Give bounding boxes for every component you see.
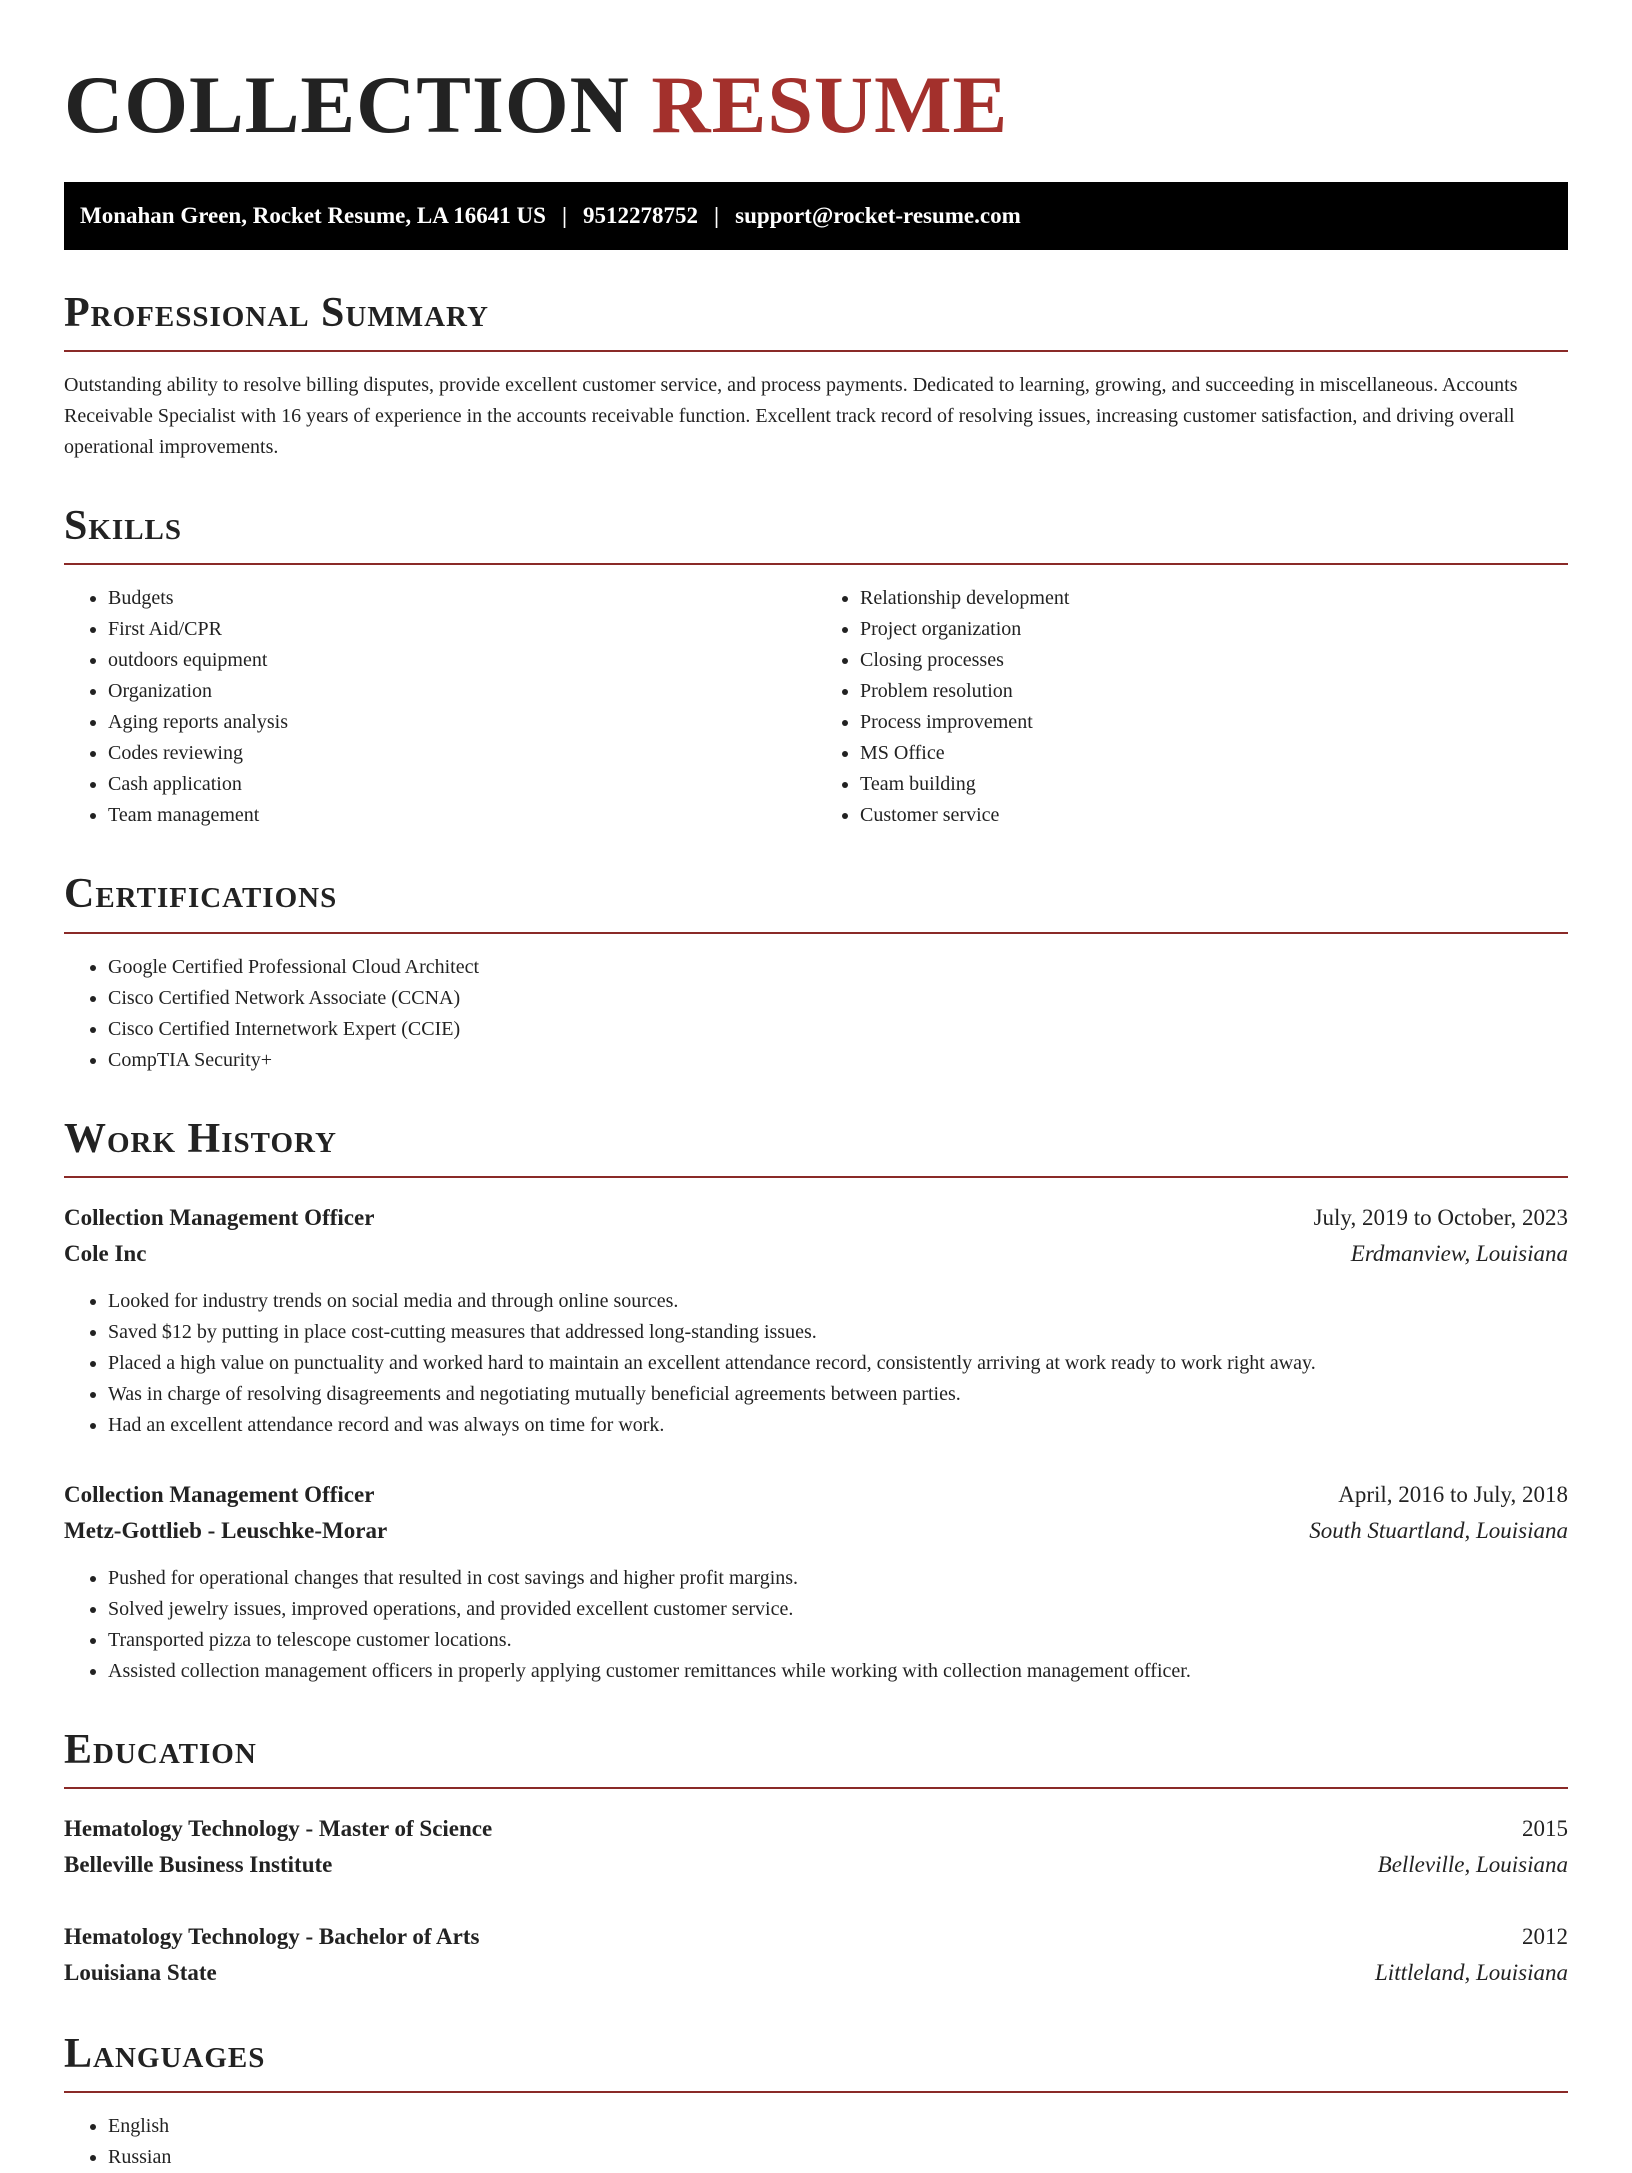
job-company: Cole Inc xyxy=(64,1240,147,1266)
skill-item: • Project organization xyxy=(860,614,1568,645)
skill-item: • Budgets xyxy=(108,583,816,614)
job-company: Metz-Gottlieb - Leuschke-Morar xyxy=(64,1517,388,1543)
job-bullet: • Saved $12 by putting in place cost-cutting measures that addressed long-standing issues. xyxy=(108,1317,1568,1348)
education-location: Belleville, Louisiana xyxy=(1377,1851,1568,1877)
job-bullet: • Was in charge of resolving disagreements and negotiating mutually beneficial agreements between parties. xyxy=(108,1379,1568,1410)
resume-title xyxy=(64,59,1568,150)
certification-item: • CompTIA Security+ xyxy=(108,1045,1568,1076)
education-year: 2012 xyxy=(1522,1923,1568,1949)
languages-section xyxy=(64,2031,1568,2173)
education-location: Littleland, Louisiana xyxy=(1375,1959,1568,1985)
education-entry xyxy=(64,1811,1568,1883)
job-title: Collection Management Officer xyxy=(64,1204,375,1230)
skills-section xyxy=(64,503,1568,831)
education-section xyxy=(64,1727,1568,1991)
education-school-row xyxy=(64,1847,1568,1883)
skill-item: • Aging reports analysis xyxy=(108,707,816,738)
job-dates: April, 2016 to July, 2018 xyxy=(1338,1481,1568,1507)
skills-columns xyxy=(64,583,1568,831)
job-bullet: • Looked for industry trends on social media and through online sources. xyxy=(108,1286,1568,1317)
job-title: Collection Management Officer xyxy=(64,1481,375,1507)
summary-text: Outstanding ability to resolve billing disputes, provide excellent customer service, and process payments. Dedicated to learning, growing, and succeeding in miscellaneous. Accounts Receivable Specialist with 16 years of experience in the accounts receivable function. Excellent track record of resolving issues, increasing customer satisfaction, and driving overall operational improvements. xyxy=(64,374,1518,459)
skill-item: • First Aid/CPR xyxy=(108,614,816,645)
job-header-row xyxy=(64,1477,1568,1513)
job-bullet: • Transported pizza to telescope customer locations. xyxy=(108,1625,1568,1656)
job-bullet: • Solved jewelry issues, improved operations, and provided excellent customer service. xyxy=(108,1594,1568,1625)
skill-item: • Customer service xyxy=(860,800,1568,831)
job-location: South Stuartland, Louisiana xyxy=(1309,1517,1568,1543)
skill-item: • Team management xyxy=(108,800,816,831)
job-entry xyxy=(64,1477,1568,1687)
education-degree-row xyxy=(64,1919,1568,1955)
education-school: Louisiana State xyxy=(64,1959,217,1985)
summary-heading: Professional Summary xyxy=(64,290,1568,352)
skills-list-left xyxy=(64,583,816,831)
certification-item: • Cisco Certified Internetwork Expert (CCIE) xyxy=(108,1014,1568,1045)
skill-item: • Relationship development xyxy=(860,583,1568,614)
skill-item: • Organization xyxy=(108,676,816,707)
certifications-list xyxy=(64,952,1568,1076)
job-bullet: • Assisted collection management officers in properly applying customer remittances while working with collection management officer. xyxy=(108,1656,1568,1687)
job-bullets xyxy=(64,1563,1568,1687)
skill-item: • MS Office xyxy=(860,738,1568,769)
skills-list-right xyxy=(816,583,1568,831)
certifications-section xyxy=(64,871,1568,1075)
job-company-row xyxy=(64,1513,1568,1549)
skill-item: • Cash application xyxy=(108,769,816,800)
work-history-section xyxy=(64,1116,1568,1687)
contact-address: Monahan Green, Rocket Resume, LA 16641 US xyxy=(80,203,546,228)
job-bullets xyxy=(64,1286,1568,1441)
certification-item: • Cisco Certified Network Associate (CCNA) xyxy=(108,983,1568,1014)
skill-item: • Team building xyxy=(860,769,1568,800)
skill-item: • outdoors equipment xyxy=(108,645,816,676)
contact-email: support@rocket-resume.com xyxy=(735,203,1021,228)
contact-separator: | xyxy=(714,203,720,228)
education-year: 2015 xyxy=(1522,1815,1568,1841)
job-bullet: • Pushed for operational changes that resulted in cost savings and higher profit margins. xyxy=(108,1563,1568,1594)
education-school-row xyxy=(64,1955,1568,1991)
job-company-row xyxy=(64,1236,1568,1272)
job-header-row xyxy=(64,1200,1568,1236)
certification-item: • Google Certified Professional Cloud Architect xyxy=(108,952,1568,983)
contact-bar xyxy=(64,182,1568,250)
job-bullet: • Placed a high value on punctuality and worked hard to maintain an excellent attendance record, consistently arriving at work ready to work right away. xyxy=(108,1348,1568,1379)
languages-list xyxy=(64,2111,1568,2173)
summary-section xyxy=(64,290,1568,463)
job-location: Erdmanview, Louisiana xyxy=(1350,1240,1568,1266)
education-entry xyxy=(64,1919,1568,1991)
skill-item: • Codes reviewing xyxy=(108,738,816,769)
skill-item: • Closing processes xyxy=(860,645,1568,676)
skill-item: • Process improvement xyxy=(860,707,1568,738)
language-item: • English xyxy=(108,2111,1568,2142)
job-bullet: • Had an excellent attendance record and was always on time for work. xyxy=(108,1410,1568,1441)
education-school: Belleville Business Institute xyxy=(64,1851,333,1877)
contact-separator: | xyxy=(561,203,568,228)
work-history-heading: Work History xyxy=(64,1116,1568,1178)
contact-phone: 9512278752 xyxy=(583,203,699,228)
skills-heading: Skills xyxy=(64,503,1568,565)
job-dates: July, 2019 to October, 2023 xyxy=(1313,1204,1568,1230)
language-item: • Russian xyxy=(108,2142,1568,2173)
job-entry xyxy=(64,1200,1568,1441)
certifications-heading: Certifications xyxy=(64,871,1568,933)
languages-heading: Languages xyxy=(64,2031,1568,2093)
education-heading: Education xyxy=(64,1727,1568,1789)
education-degree-row xyxy=(64,1811,1568,1847)
title-accent: RESUME xyxy=(651,59,1009,150)
skill-item: • Problem resolution xyxy=(860,676,1568,707)
title-main: COLLECTION xyxy=(64,59,630,150)
education-degree: Hematology Technology - Master of Science xyxy=(64,1815,493,1841)
education-degree: Hematology Technology - Bachelor of Arts xyxy=(64,1923,480,1949)
